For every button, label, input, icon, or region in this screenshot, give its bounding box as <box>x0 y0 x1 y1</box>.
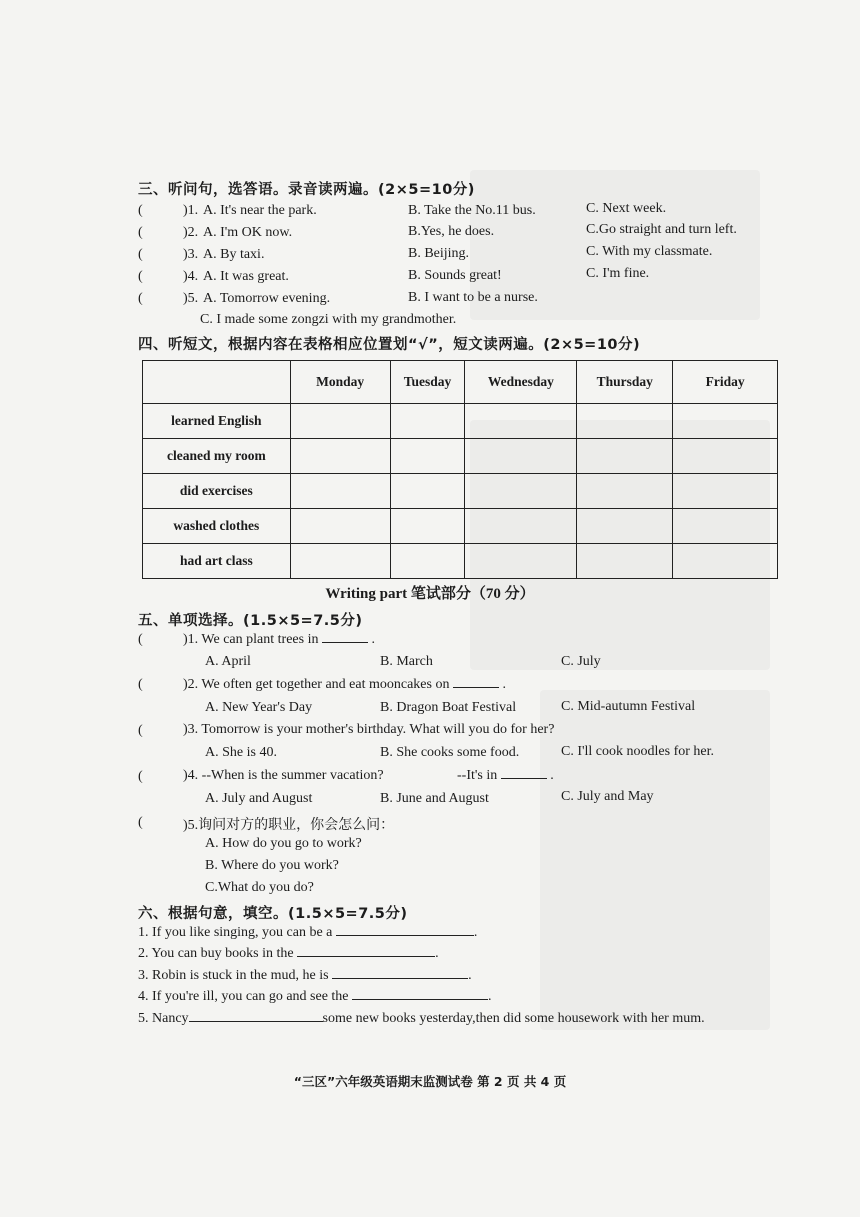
answer-paren[interactable]: ( <box>138 632 143 647</box>
table-row <box>143 544 778 579</box>
fill-blank-5: 5. Nancy some new books yesterday,then did some housework with her mum. <box>138 1011 705 1026</box>
option-b: B. Sounds great! <box>408 268 502 283</box>
check-cell[interactable] <box>577 544 673 579</box>
answer-blank[interactable] <box>501 777 547 779</box>
section4-title: 四、听短文，根据内容在表格相应位置划“√”，短文读两遍。(2×5=10分) <box>138 337 641 353</box>
option-c: C. July and May <box>561 789 654 804</box>
answer-paren[interactable]: ( <box>138 291 143 306</box>
check-cell[interactable] <box>577 509 673 544</box>
answer-paren[interactable]: ( <box>138 723 143 738</box>
q-number: )5. <box>183 291 199 306</box>
fill-blank-4: 4. If you're ill, you can go and see the . <box>138 989 492 1004</box>
table-row <box>143 439 778 474</box>
answer-blank[interactable] <box>297 955 435 957</box>
option-c: C. Next week. <box>586 201 667 216</box>
option-a: A. April <box>205 654 251 669</box>
option-b: B. She cooks some food. <box>380 745 520 760</box>
row-label: did exercises <box>143 474 291 509</box>
answer-paren[interactable]: ( <box>138 769 143 784</box>
question-text: )3. Tomorrow is your mother's birthday. What will you do for her? <box>183 722 555 737</box>
check-cell[interactable] <box>390 544 465 579</box>
page-footer: “三区”六年级英语期末监测试卷 第 2 页 共 4 页 <box>293 1074 567 1089</box>
option-c: C.What do you do? <box>205 880 314 895</box>
answer-blank[interactable] <box>352 998 488 1000</box>
section3-title: 三、听问句，选答语。录音读两遍。(2×5=10分) <box>138 182 475 198</box>
check-cell[interactable] <box>673 509 778 544</box>
table-row <box>143 404 778 439</box>
answer-blank[interactable] <box>322 641 368 643</box>
check-cell[interactable] <box>290 509 390 544</box>
option-b: B. Beijing. <box>408 246 470 261</box>
option-a: A. New Year's Day <box>205 700 313 715</box>
header-cell: Wednesday <box>465 361 577 404</box>
listening-table <box>142 360 778 579</box>
question-text: )5.询问对方的职业，你会怎么问： <box>183 818 395 833</box>
option-a: A. By taxi. <box>203 247 265 262</box>
check-cell[interactable] <box>577 439 673 474</box>
check-cell[interactable] <box>465 474 577 509</box>
header-cell <box>143 361 291 404</box>
option-b: B. June and August <box>380 791 489 806</box>
table-row <box>143 509 778 544</box>
bleed-through-area <box>540 690 770 1030</box>
option-a: A. It was great. <box>203 269 289 284</box>
fill-blank-1: 1. If you like singing, you can be a . <box>138 925 478 940</box>
q-number: )1. <box>183 203 199 218</box>
check-cell[interactable] <box>465 509 577 544</box>
option-b: B. March <box>380 654 433 669</box>
writing-part-title: Writing part 笔试部分（70 分） <box>325 586 535 602</box>
option-c: C. July <box>561 654 601 669</box>
check-cell[interactable] <box>390 439 465 474</box>
option-c: C. With my classmate. <box>586 244 713 259</box>
answer-paren[interactable]: ( <box>138 269 143 284</box>
answer-paren[interactable]: ( <box>138 677 143 692</box>
header-cell: Tuesday <box>390 361 465 404</box>
answer-blank[interactable] <box>189 1020 323 1022</box>
fill-blank-2: 2. You can buy books in the . <box>138 946 439 961</box>
row-label: washed clothes <box>143 509 291 544</box>
check-cell[interactable] <box>577 474 673 509</box>
q-number: )4. <box>183 269 199 284</box>
section6-title: 六、根据句意，填空。(1.5×5=7.5分) <box>138 906 408 922</box>
question-text: )1. We can plant trees in . <box>183 632 375 647</box>
option-a: A. It's near the park. <box>203 203 317 218</box>
option-a: A. Tomorrow evening. <box>203 291 331 306</box>
answer-paren[interactable]: ( <box>138 225 143 240</box>
question-text: )4. --When is the summer vacation? <box>183 768 384 783</box>
option-a: A. How do you go to work? <box>205 836 362 851</box>
q-number: )2. <box>183 225 199 240</box>
option-c: C.Go straight and turn left. <box>586 222 737 237</box>
option-c: C. I made some zongzi with my grandmother. <box>200 312 457 327</box>
answer-blank[interactable] <box>332 977 468 979</box>
check-cell[interactable] <box>673 404 778 439</box>
check-cell[interactable] <box>290 474 390 509</box>
option-c: C. I'm fine. <box>586 266 650 281</box>
check-cell[interactable] <box>290 404 390 439</box>
check-cell[interactable] <box>465 439 577 474</box>
option-a: A. July and August <box>205 791 313 806</box>
option-b: B. I want to be a nurse. <box>408 290 538 305</box>
check-cell[interactable] <box>290 439 390 474</box>
q-number: )3. <box>183 247 199 262</box>
check-cell[interactable] <box>465 404 577 439</box>
option-a: A. I'm OK now. <box>203 225 293 240</box>
check-cell[interactable] <box>390 404 465 439</box>
option-b: B. Where do you work? <box>205 858 339 873</box>
check-cell[interactable] <box>390 474 465 509</box>
fill-blank-3: 3. Robin is stuck in the mud, he is . <box>138 968 472 983</box>
table-header-row <box>143 361 778 404</box>
check-cell[interactable] <box>577 404 673 439</box>
option-c: C. Mid-autumn Festival <box>561 699 696 714</box>
option-a: A. She is 40. <box>205 745 277 760</box>
option-b: B.Yes, he does. <box>408 224 495 239</box>
check-cell[interactable] <box>673 439 778 474</box>
answer-blank[interactable] <box>336 934 474 936</box>
answer-paren[interactable]: ( <box>138 815 143 830</box>
answer-paren[interactable]: ( <box>138 203 143 218</box>
check-cell[interactable] <box>290 544 390 579</box>
header-cell: Monday <box>290 361 390 404</box>
question-text-2: --It's in . <box>457 768 554 783</box>
table-row <box>143 474 778 509</box>
header-cell: Thursday <box>577 361 673 404</box>
check-cell[interactable] <box>673 544 778 579</box>
check-cell[interactable] <box>390 509 465 544</box>
row-label: cleaned my room <box>143 439 291 474</box>
answer-paren[interactable]: ( <box>138 247 143 262</box>
check-cell[interactable] <box>673 474 778 509</box>
check-cell[interactable] <box>465 544 577 579</box>
row-label: learned English <box>143 404 291 439</box>
option-b: B. Take the No.11 bus. <box>408 203 536 218</box>
section5-title: 五、单项选择。(1.5×5=7.5分) <box>138 613 363 629</box>
header-cell: Friday <box>673 361 778 404</box>
answer-blank[interactable] <box>453 686 499 688</box>
question-text: )2. We often get together and eat mooncakes on . <box>183 677 506 692</box>
option-b: B. Dragon Boat Festival <box>380 700 517 715</box>
row-label: had art class <box>143 544 291 579</box>
option-c: C. I'll cook noodles for her. <box>561 744 714 759</box>
